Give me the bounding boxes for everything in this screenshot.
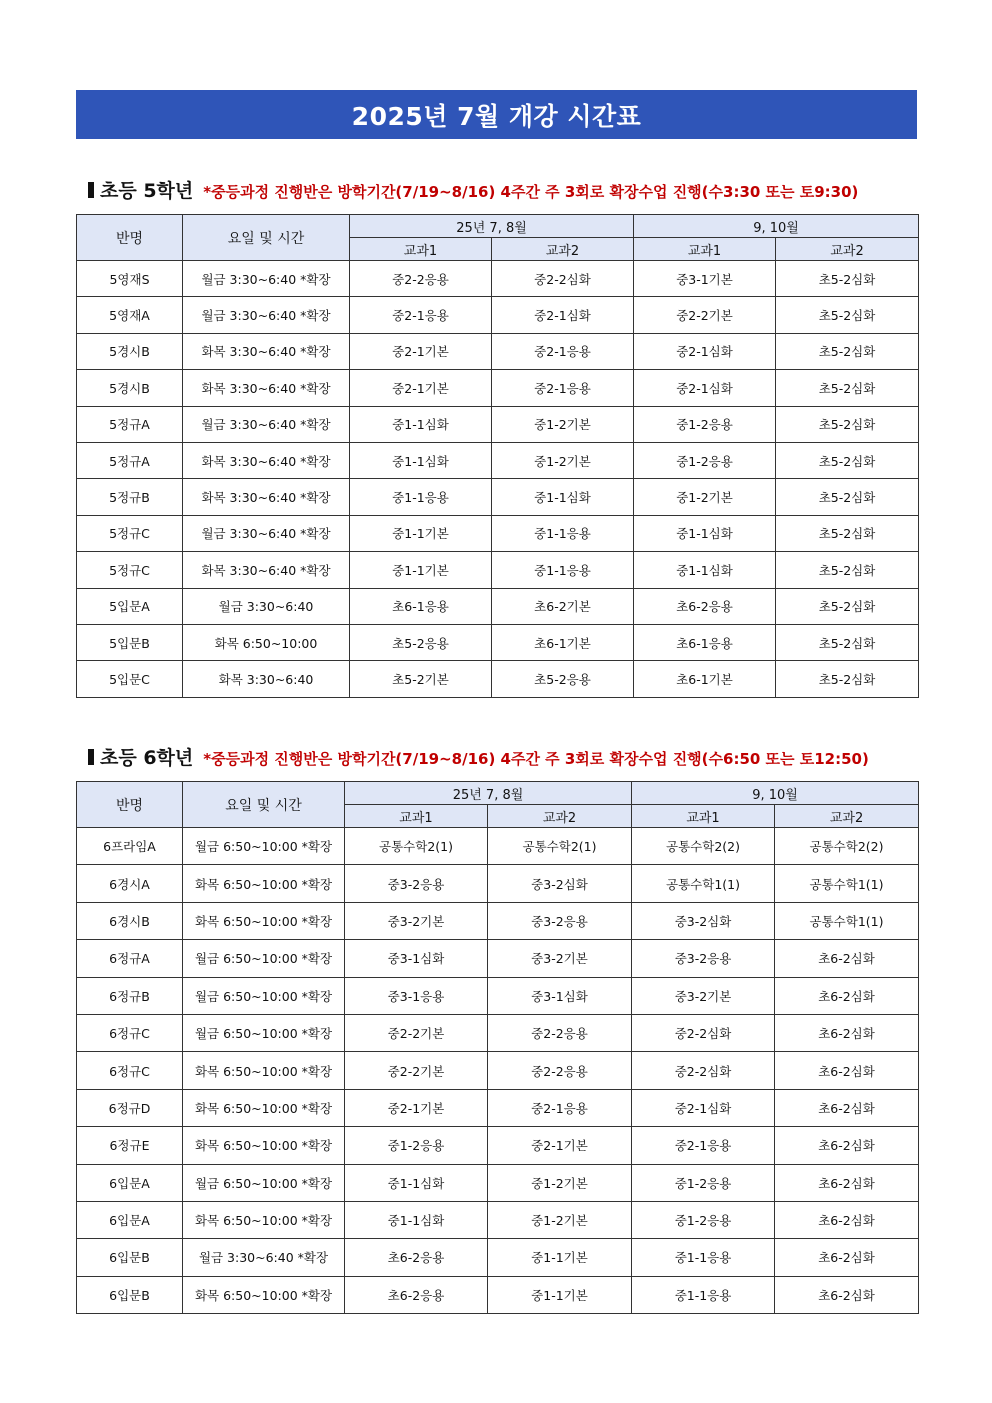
cell-term1-subject2: 중3-2심화 [488,865,632,902]
table-row [77,515,919,551]
cell-term2-subject1: 초6-2응용 [634,588,776,624]
cell-class-name: 5경시B [77,370,183,406]
cell-term2-subject1: 초6-1기본 [634,661,776,697]
cell-term1-subject1: 중2-2응용 [350,261,492,297]
cell-term1-subject2: 초6-2기본 [492,588,634,624]
cell-class-name: 6정규C [77,1014,183,1051]
cell-term2-subject1: 중1-2응용 [632,1164,775,1201]
header-period1: 25년 7, 8월 [345,782,632,805]
table-row [77,442,919,478]
cell-term1-subject2: 중2-1심화 [492,297,634,333]
cell-time: 화목 3:30~6:40 *확장 [183,552,350,588]
page-title: 2025년 7월 개강 시간표 [76,90,917,139]
cell-time: 월금 3:30~6:40 *확장 [183,406,350,442]
cell-class-name: 6입문B [77,1239,183,1276]
section-note: *중등과정 진행반은 방학기간(7/19~8/16) 4주간 주 3회로 확장수업 진행(수6:50 또는 토12:50) [203,750,869,768]
header-subject2: 교과2 [776,238,919,261]
cell-term2-subject2: 초6-2심화 [775,1052,919,1089]
cell-term2-subject1: 중1-1응용 [632,1276,775,1313]
cell-class-name: 6정규B [77,977,183,1014]
cell-time: 월금 6:50~10:00 *확장 [183,940,345,977]
cell-term2-subject1: 중2-1심화 [634,333,776,369]
cell-time: 화목 3:30~6:40 *확장 [183,442,350,478]
cell-term1-subject1: 중2-1응용 [350,297,492,333]
cell-term1-subject2: 중2-2심화 [492,261,634,297]
schedule-table-grade5 [76,214,919,698]
header-class: 반명 [77,215,183,261]
section-title: 초등 6학년 [100,747,194,769]
section-note: *중등과정 진행반은 방학기간(7/19~8/16) 4주간 주 3회로 확장수업 진행(수3:30 또는 토9:30) [203,183,859,201]
cell-time: 화목 6:50~10:00 *확장 [183,865,345,902]
cell-term1-subject2: 중1-1기본 [488,1276,632,1313]
cell-time: 월금 6:50~10:00 *확장 [183,1164,345,1201]
cell-term1-subject1: 중1-1응용 [350,479,492,515]
cell-term1-subject2: 중2-1응용 [492,333,634,369]
cell-class-name: 6정규A [77,940,183,977]
cell-time: 월금 6:50~10:00 *확장 [183,828,345,865]
schedule-table-grade6 [76,781,919,1314]
cell-time: 화목 6:50~10:00 *확장 [183,1127,345,1164]
table-row [77,1089,919,1126]
cell-term2-subject2: 초5-2심화 [776,406,919,442]
cell-class-name: 5정규B [77,479,183,515]
table-row [77,977,919,1014]
cell-time: 월금 6:50~10:00 *확장 [183,1014,345,1051]
cell-term1-subject1: 중2-1기본 [345,1089,488,1126]
cell-term1-subject2: 중1-2기본 [492,406,634,442]
cell-term2-subject2: 초5-2심화 [776,552,919,588]
cell-term2-subject2: 공통수학1(1) [775,902,919,939]
heading-marker [88,182,94,198]
cell-term2-subject2: 초6-2심화 [775,977,919,1014]
table-row [77,297,919,333]
cell-term2-subject1: 공통수학2(2) [632,828,775,865]
header-subject1: 교과1 [634,238,776,261]
cell-term1-subject2: 초6-1기본 [492,624,634,660]
cell-class-name: 5입문C [77,661,183,697]
cell-time: 월금 3:30~6:40 [183,588,350,624]
cell-time: 화목 6:50~10:00 *확장 [183,902,345,939]
cell-term2-subject2: 초5-2심화 [776,442,919,478]
cell-time: 화목 6:50~10:00 *확장 [183,1201,345,1238]
cell-term1-subject1: 초6-2응용 [345,1276,488,1313]
cell-term1-subject2: 중1-2기본 [488,1201,632,1238]
cell-term2-subject2: 초6-2심화 [775,1014,919,1051]
cell-class-name: 5입문B [77,624,183,660]
cell-term1-subject1: 공통수학2(1) [345,828,488,865]
cell-class-name: 6입문A [77,1201,183,1238]
cell-class-name: 5경시B [77,333,183,369]
section-heading-grade5 [88,176,858,203]
cell-term2-subject2: 초5-2심화 [776,333,919,369]
cell-term2-subject1: 중2-2심화 [632,1052,775,1089]
header-subject2: 교과2 [488,805,632,828]
header-subject2: 교과2 [775,805,919,828]
header-period2: 9, 10월 [632,782,919,805]
cell-time: 화목 6:50~10:00 *확장 [183,1276,345,1313]
cell-term1-subject1: 초6-2응용 [345,1239,488,1276]
cell-term1-subject1: 중1-1심화 [345,1164,488,1201]
cell-term2-subject1: 초6-1응용 [634,624,776,660]
cell-term2-subject2: 초5-2심화 [776,661,919,697]
cell-term1-subject1: 중1-1심화 [345,1201,488,1238]
cell-term2-subject1: 중1-2응용 [632,1201,775,1238]
cell-term2-subject1: 중2-1응용 [632,1127,775,1164]
cell-term1-subject2: 중1-1기본 [488,1239,632,1276]
table-row [77,1276,919,1313]
cell-term2-subject2: 초6-2심화 [775,1201,919,1238]
cell-class-name: 6정규C [77,1052,183,1089]
cell-term1-subject1: 중1-1기본 [350,552,492,588]
cell-term1-subject1: 중1-1심화 [350,406,492,442]
cell-term2-subject1: 중1-2기본 [634,479,776,515]
cell-term2-subject1: 중1-1응용 [632,1239,775,1276]
cell-term1-subject2: 중1-2기본 [492,442,634,478]
cell-class-name: 5정규C [77,552,183,588]
cell-term2-subject2: 공통수학1(1) [775,865,919,902]
cell-term1-subject1: 중2-1기본 [350,370,492,406]
cell-term2-subject2: 초6-2심화 [775,1164,919,1201]
table-row [77,940,919,977]
cell-term1-subject1: 중3-1심화 [345,940,488,977]
cell-term2-subject1: 중1-1심화 [634,515,776,551]
cell-class-name: 5입문A [77,588,183,624]
table-row [77,1239,919,1276]
cell-term2-subject2: 초6-2심화 [775,1276,919,1313]
cell-term1-subject2: 중2-1응용 [492,370,634,406]
cell-term2-subject1: 중3-2응용 [632,940,775,977]
header-period2: 9, 10월 [634,215,919,238]
cell-term1-subject2: 중1-1심화 [492,479,634,515]
cell-class-name: 6프라임A [77,828,183,865]
cell-term1-subject1: 중1-1기본 [350,515,492,551]
cell-term2-subject2: 초5-2심화 [776,370,919,406]
table-row [77,370,919,406]
cell-term1-subject2: 중2-1응용 [488,1089,632,1126]
cell-term1-subject2: 중3-2기본 [488,940,632,977]
table-row [77,1014,919,1051]
cell-class-name: 6정규D [77,1089,183,1126]
header-subject1: 교과1 [632,805,775,828]
cell-class-name: 6정규E [77,1127,183,1164]
cell-time: 화목 3:30~6:40 *확장 [183,479,350,515]
cell-term2-subject2: 초5-2심화 [776,479,919,515]
table-row [77,828,919,865]
cell-class-name: 5정규C [77,515,183,551]
cell-term2-subject2: 공통수학2(2) [775,828,919,865]
cell-term2-subject1: 중1-1심화 [634,552,776,588]
header-subject2: 교과2 [492,238,634,261]
table-row [77,624,919,660]
table-row [77,1127,919,1164]
cell-time: 화목 6:50~10:00 [183,624,350,660]
table-row [77,1052,919,1089]
cell-term1-subject1: 중3-1응용 [345,977,488,1014]
cell-term1-subject2: 중1-2기본 [488,1164,632,1201]
cell-term1-subject1: 중1-2응용 [345,1127,488,1164]
table-row [77,479,919,515]
section-heading-grade6 [88,743,869,770]
table-row [77,865,919,902]
cell-term1-subject2: 중2-1기본 [488,1127,632,1164]
cell-term1-subject2: 중3-1심화 [488,977,632,1014]
cell-time: 화목 3:30~6:40 *확장 [183,370,350,406]
cell-term1-subject1: 초5-2기본 [350,661,492,697]
cell-class-name: 6경시A [77,865,183,902]
header-time: 요일 및 시간 [183,782,345,828]
cell-time: 월금 3:30~6:40 *확장 [183,261,350,297]
cell-class-name: 5정규A [77,442,183,478]
cell-term1-subject1: 중2-2기본 [345,1014,488,1051]
header-period1: 25년 7, 8월 [350,215,634,238]
cell-time: 월금 3:30~6:40 *확장 [183,1239,345,1276]
cell-time: 화목 3:30~6:40 *확장 [183,333,350,369]
cell-term2-subject2: 초5-2심화 [776,588,919,624]
cell-time: 월금 6:50~10:00 *확장 [183,977,345,1014]
cell-term2-subject1: 중2-1심화 [634,370,776,406]
cell-time: 월금 3:30~6:40 *확장 [183,297,350,333]
cell-term2-subject1: 중1-2응용 [634,406,776,442]
cell-term2-subject2: 초6-2심화 [775,1127,919,1164]
cell-term1-subject2: 중3-2응용 [488,902,632,939]
cell-term2-subject1: 중3-1기본 [634,261,776,297]
header-subject1: 교과1 [350,238,492,261]
cell-term1-subject2: 중2-2응용 [488,1014,632,1051]
cell-term2-subject1: 중3-2기본 [632,977,775,1014]
cell-term2-subject1: 중3-2심화 [632,902,775,939]
heading-marker [88,749,94,765]
table-row [77,406,919,442]
cell-term2-subject1: 중2-2심화 [632,1014,775,1051]
cell-class-name: 5정규A [77,406,183,442]
cell-term2-subject1: 중2-1심화 [632,1089,775,1126]
cell-time: 화목 6:50~10:00 *확장 [183,1052,345,1089]
cell-term2-subject2: 초5-2심화 [776,297,919,333]
cell-term2-subject2: 초6-2심화 [775,1089,919,1126]
table-row [77,333,919,369]
header-subject1: 교과1 [345,805,488,828]
table-row [77,552,919,588]
cell-term2-subject1: 중1-2응용 [634,442,776,478]
cell-term2-subject2: 초5-2심화 [776,624,919,660]
cell-term1-subject1: 중3-2응용 [345,865,488,902]
cell-term2-subject2: 초6-2심화 [775,1239,919,1276]
cell-term1-subject2: 공통수학2(1) [488,828,632,865]
cell-term2-subject2: 초6-2심화 [775,940,919,977]
table-row [77,588,919,624]
cell-term1-subject2: 중2-2응용 [488,1052,632,1089]
table-row [77,1201,919,1238]
cell-class-name: 5영재S [77,261,183,297]
cell-term1-subject2: 중1-1응용 [492,515,634,551]
table-row [77,661,919,697]
cell-term1-subject1: 중1-1심화 [350,442,492,478]
cell-class-name: 6입문B [77,1276,183,1313]
cell-term2-subject1: 공통수학1(1) [632,865,775,902]
header-time: 요일 및 시간 [183,215,350,261]
cell-time: 화목 6:50~10:00 *확장 [183,1089,345,1126]
cell-time: 화목 3:30~6:40 [183,661,350,697]
table-row [77,902,919,939]
cell-term1-subject2: 중1-1응용 [492,552,634,588]
cell-time: 월금 3:30~6:40 *확장 [183,515,350,551]
cell-term2-subject2: 초5-2심화 [776,261,919,297]
cell-term1-subject1: 초5-2응용 [350,624,492,660]
header-class: 반명 [77,782,183,828]
cell-class-name: 6경시B [77,902,183,939]
table-row [77,1164,919,1201]
cell-class-name: 6입문A [77,1164,183,1201]
table-row [77,261,919,297]
cell-class-name: 5영재A [77,297,183,333]
cell-term1-subject1: 초6-1응용 [350,588,492,624]
section-title: 초등 5학년 [100,180,194,202]
cell-term1-subject2: 초5-2응용 [492,661,634,697]
cell-term1-subject1: 중3-2기본 [345,902,488,939]
cell-term1-subject1: 중2-1기본 [350,333,492,369]
cell-term2-subject1: 중2-2기본 [634,297,776,333]
cell-term2-subject2: 초5-2심화 [776,515,919,551]
cell-term1-subject1: 중2-2기본 [345,1052,488,1089]
